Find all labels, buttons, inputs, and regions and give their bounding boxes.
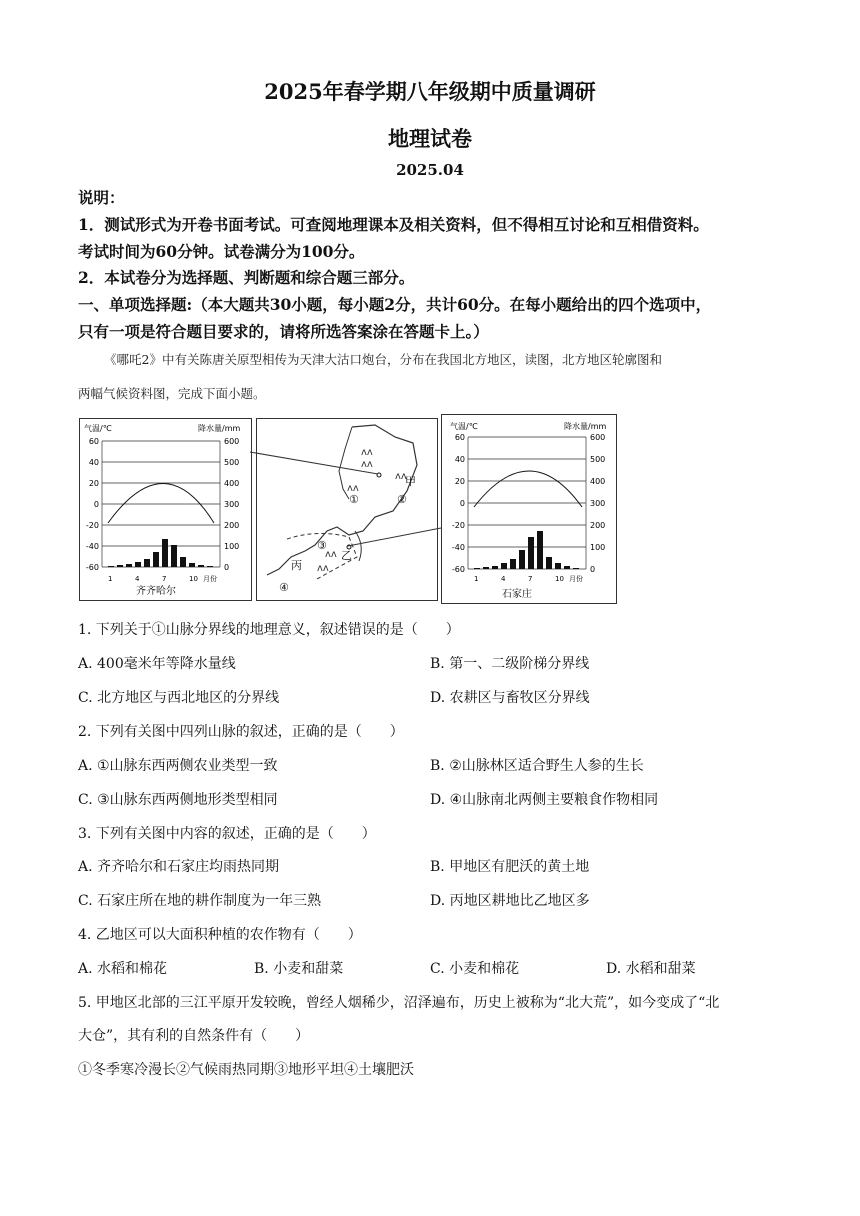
question-4-option-a: A. 水稻和棉花 xyxy=(78,961,168,977)
question-4-option-b: B. 小麦和甜菜 xyxy=(254,961,344,977)
city-label: 齐齐哈尔 xyxy=(136,586,176,597)
question-1-option-c: C. 北方地区与西北地区的分界线 xyxy=(78,690,280,706)
climate-chart-shijiazhuang xyxy=(441,414,617,604)
precip-axis-label: 降水量/mm xyxy=(564,422,607,431)
svg-text:ʌʌ: ʌʌ xyxy=(317,563,329,574)
precip-tick: 300 xyxy=(590,499,606,508)
exam-subject: 地理试卷 xyxy=(388,126,472,151)
label-m3: ③ xyxy=(317,539,327,552)
temp-tick: 40 xyxy=(454,455,465,464)
exam-date: 2025.04 xyxy=(396,161,464,179)
question-1-option-a: A. 400毫米年等降水量线 xyxy=(78,656,236,672)
temp-tick: 60 xyxy=(454,433,465,442)
temp-tick: -60 xyxy=(451,565,465,574)
question-4-option-d: D. 水稻和甜菜 xyxy=(606,961,696,977)
temperature-curve xyxy=(474,471,582,507)
label-jia: 甲 xyxy=(405,475,416,488)
question-4-stem: 4. 乙地区可以大面积种植的农作物有（ ） xyxy=(78,927,362,943)
question-2-option-a: A. ①山脉东西两侧农业类型一致 xyxy=(78,758,278,774)
precip-tick: 200 xyxy=(590,521,606,530)
precip-tick: 600 xyxy=(224,437,240,446)
temp-tick: 40 xyxy=(88,458,99,467)
temp-tick: -20 xyxy=(451,521,465,530)
temp-tick: 0 xyxy=(93,500,99,509)
intro-line-1: 《哪吒2》中有关陈唐关原型相传为天津大沽口炮台，分布在我国北方地区，读图，北方地区轮廓图和 xyxy=(104,352,662,367)
precip-tick: 200 xyxy=(224,521,240,530)
question-4-option-c: C. 小麦和棉花 xyxy=(430,961,520,977)
month-unit: 月份 xyxy=(569,575,583,583)
temp-tick: -40 xyxy=(451,543,465,552)
precip-tick: 500 xyxy=(224,458,240,467)
question-3-option-a: A. 齐齐哈尔和石家庄均雨热同期 xyxy=(78,859,280,875)
precip-tick: 500 xyxy=(590,455,606,464)
month-tick: 4 xyxy=(501,575,506,583)
temp-tick: 0 xyxy=(459,499,465,508)
precip-tick: 0 xyxy=(224,563,230,572)
instructions-heading: 说明： xyxy=(78,188,125,207)
instructions-line-1: 1．测试形式为开卷书面考试。可查阅地理课本及相关资料，但不得相互讨论和互相借资料。 xyxy=(78,215,709,234)
question-3-stem: 3. 下列有关图中内容的叙述，正确的是（ ） xyxy=(78,826,376,842)
question-3-option-c: C. 石家庄所在地的耕作制度为一年三熟 xyxy=(78,893,322,909)
precip-tick: 100 xyxy=(590,543,606,552)
exam-title: 2025年春学期八年级期中质量调研 xyxy=(264,79,596,104)
question-2-option-c: C. ③山脉东西两侧地形类型相同 xyxy=(78,792,278,808)
month-tick: 1 xyxy=(474,575,479,583)
question-5-stem-line-2: 大仓”，其有利的自然条件有（ ） xyxy=(78,1028,310,1044)
precip-tick: 600 xyxy=(590,433,606,442)
temp-axis-label: 气温/℃ xyxy=(450,422,478,431)
intro-line-2: 两幅气候资料图，完成下面小题。 xyxy=(78,386,266,401)
svg-text:ʌʌ: ʌʌ xyxy=(347,483,359,494)
precip-tick: 400 xyxy=(590,477,606,486)
section-heading-line-2: 只有一项是符合题目要求的，请将所选答案涂在答题卡上。） xyxy=(78,322,489,341)
temp-tick: -40 xyxy=(85,542,99,551)
instructions-line-3: 2．本试卷分为选择题、判断题和综合题三部分。 xyxy=(78,268,415,287)
month-tick: 7 xyxy=(528,575,533,583)
question-1-option-b: B. 第一、二级阶梯分界线 xyxy=(430,656,590,672)
month-tick: 1 xyxy=(108,575,113,583)
precip-tick: 400 xyxy=(224,479,240,488)
svg-text:ʌʌ: ʌʌ xyxy=(325,549,337,560)
svg-text:ʌʌ: ʌʌ xyxy=(361,447,373,458)
temp-tick: -20 xyxy=(85,521,99,530)
question-5-stem-line-1: 5. 甲地区北部的三江平原开发较晚，曾经人烟稀少，沼泽遍布，历史上被称为“北大荒”，如今变成了“北 xyxy=(78,995,720,1011)
question-1-option-d: D. 农耕区与畜牧区分界线 xyxy=(430,690,590,706)
month-unit: 月份 xyxy=(203,575,217,583)
climate-chart-shijiazhuang-svg xyxy=(442,415,616,603)
temp-tick: 20 xyxy=(88,479,99,488)
question-1-stem: 1. 下列关于①山脉分界线的地理意义，叙述错误的是（ ） xyxy=(78,622,460,638)
label-m2: ② xyxy=(397,493,407,506)
label-yi: 乙 xyxy=(341,549,352,562)
svg-text:ʌʌ: ʌʌ xyxy=(395,471,407,482)
question-3-option-d: D. 丙地区耕地比乙地区多 xyxy=(430,893,590,909)
svg-text:ʌʌ: ʌʌ xyxy=(361,459,373,470)
month-tick: 10 xyxy=(189,575,198,583)
precipitation-bars xyxy=(474,531,579,569)
temp-tick: -60 xyxy=(85,563,99,572)
question-3-option-b: B. 甲地区有肥沃的黄土地 xyxy=(430,859,590,875)
temp-tick: 20 xyxy=(454,477,465,486)
question-2-option-d: D. ④山脉南北两侧主要粮食作物相同 xyxy=(430,792,659,808)
precip-tick: 100 xyxy=(224,542,240,551)
precip-tick: 0 xyxy=(590,565,596,574)
month-tick: 10 xyxy=(555,575,564,583)
instructions-line-2: 考试时间为60分钟。试卷满分为100分。 xyxy=(78,242,365,261)
month-tick: 7 xyxy=(162,575,167,583)
label-m1: ① xyxy=(349,493,359,506)
city-label: 石家庄 xyxy=(502,589,532,600)
question-2-stem: 2. 下列有关图中四列山脉的叙述，正确的是（ ） xyxy=(78,724,404,740)
question-5-conditions: ①冬季寒冷漫长②气候雨热同期③地形平坦④土壤肥沃 xyxy=(78,1062,414,1078)
precip-axis-label: 降水量/mm xyxy=(198,424,241,433)
question-2-option-b: B. ②山脉林区适合野生人参的生长 xyxy=(430,758,644,774)
label-m4: ④ xyxy=(279,581,289,594)
label-bing: 丙 xyxy=(291,559,302,572)
month-tick: 4 xyxy=(135,575,140,583)
temp-axis-label: 气温/℃ xyxy=(84,424,112,433)
section-heading-line-1: 一、单项选择题:（本大题共30小题，每小题2分，共计60分。在每小题给出的四个选项中， xyxy=(78,295,712,314)
temp-tick: 60 xyxy=(88,437,99,446)
precip-tick: 300 xyxy=(224,500,240,509)
